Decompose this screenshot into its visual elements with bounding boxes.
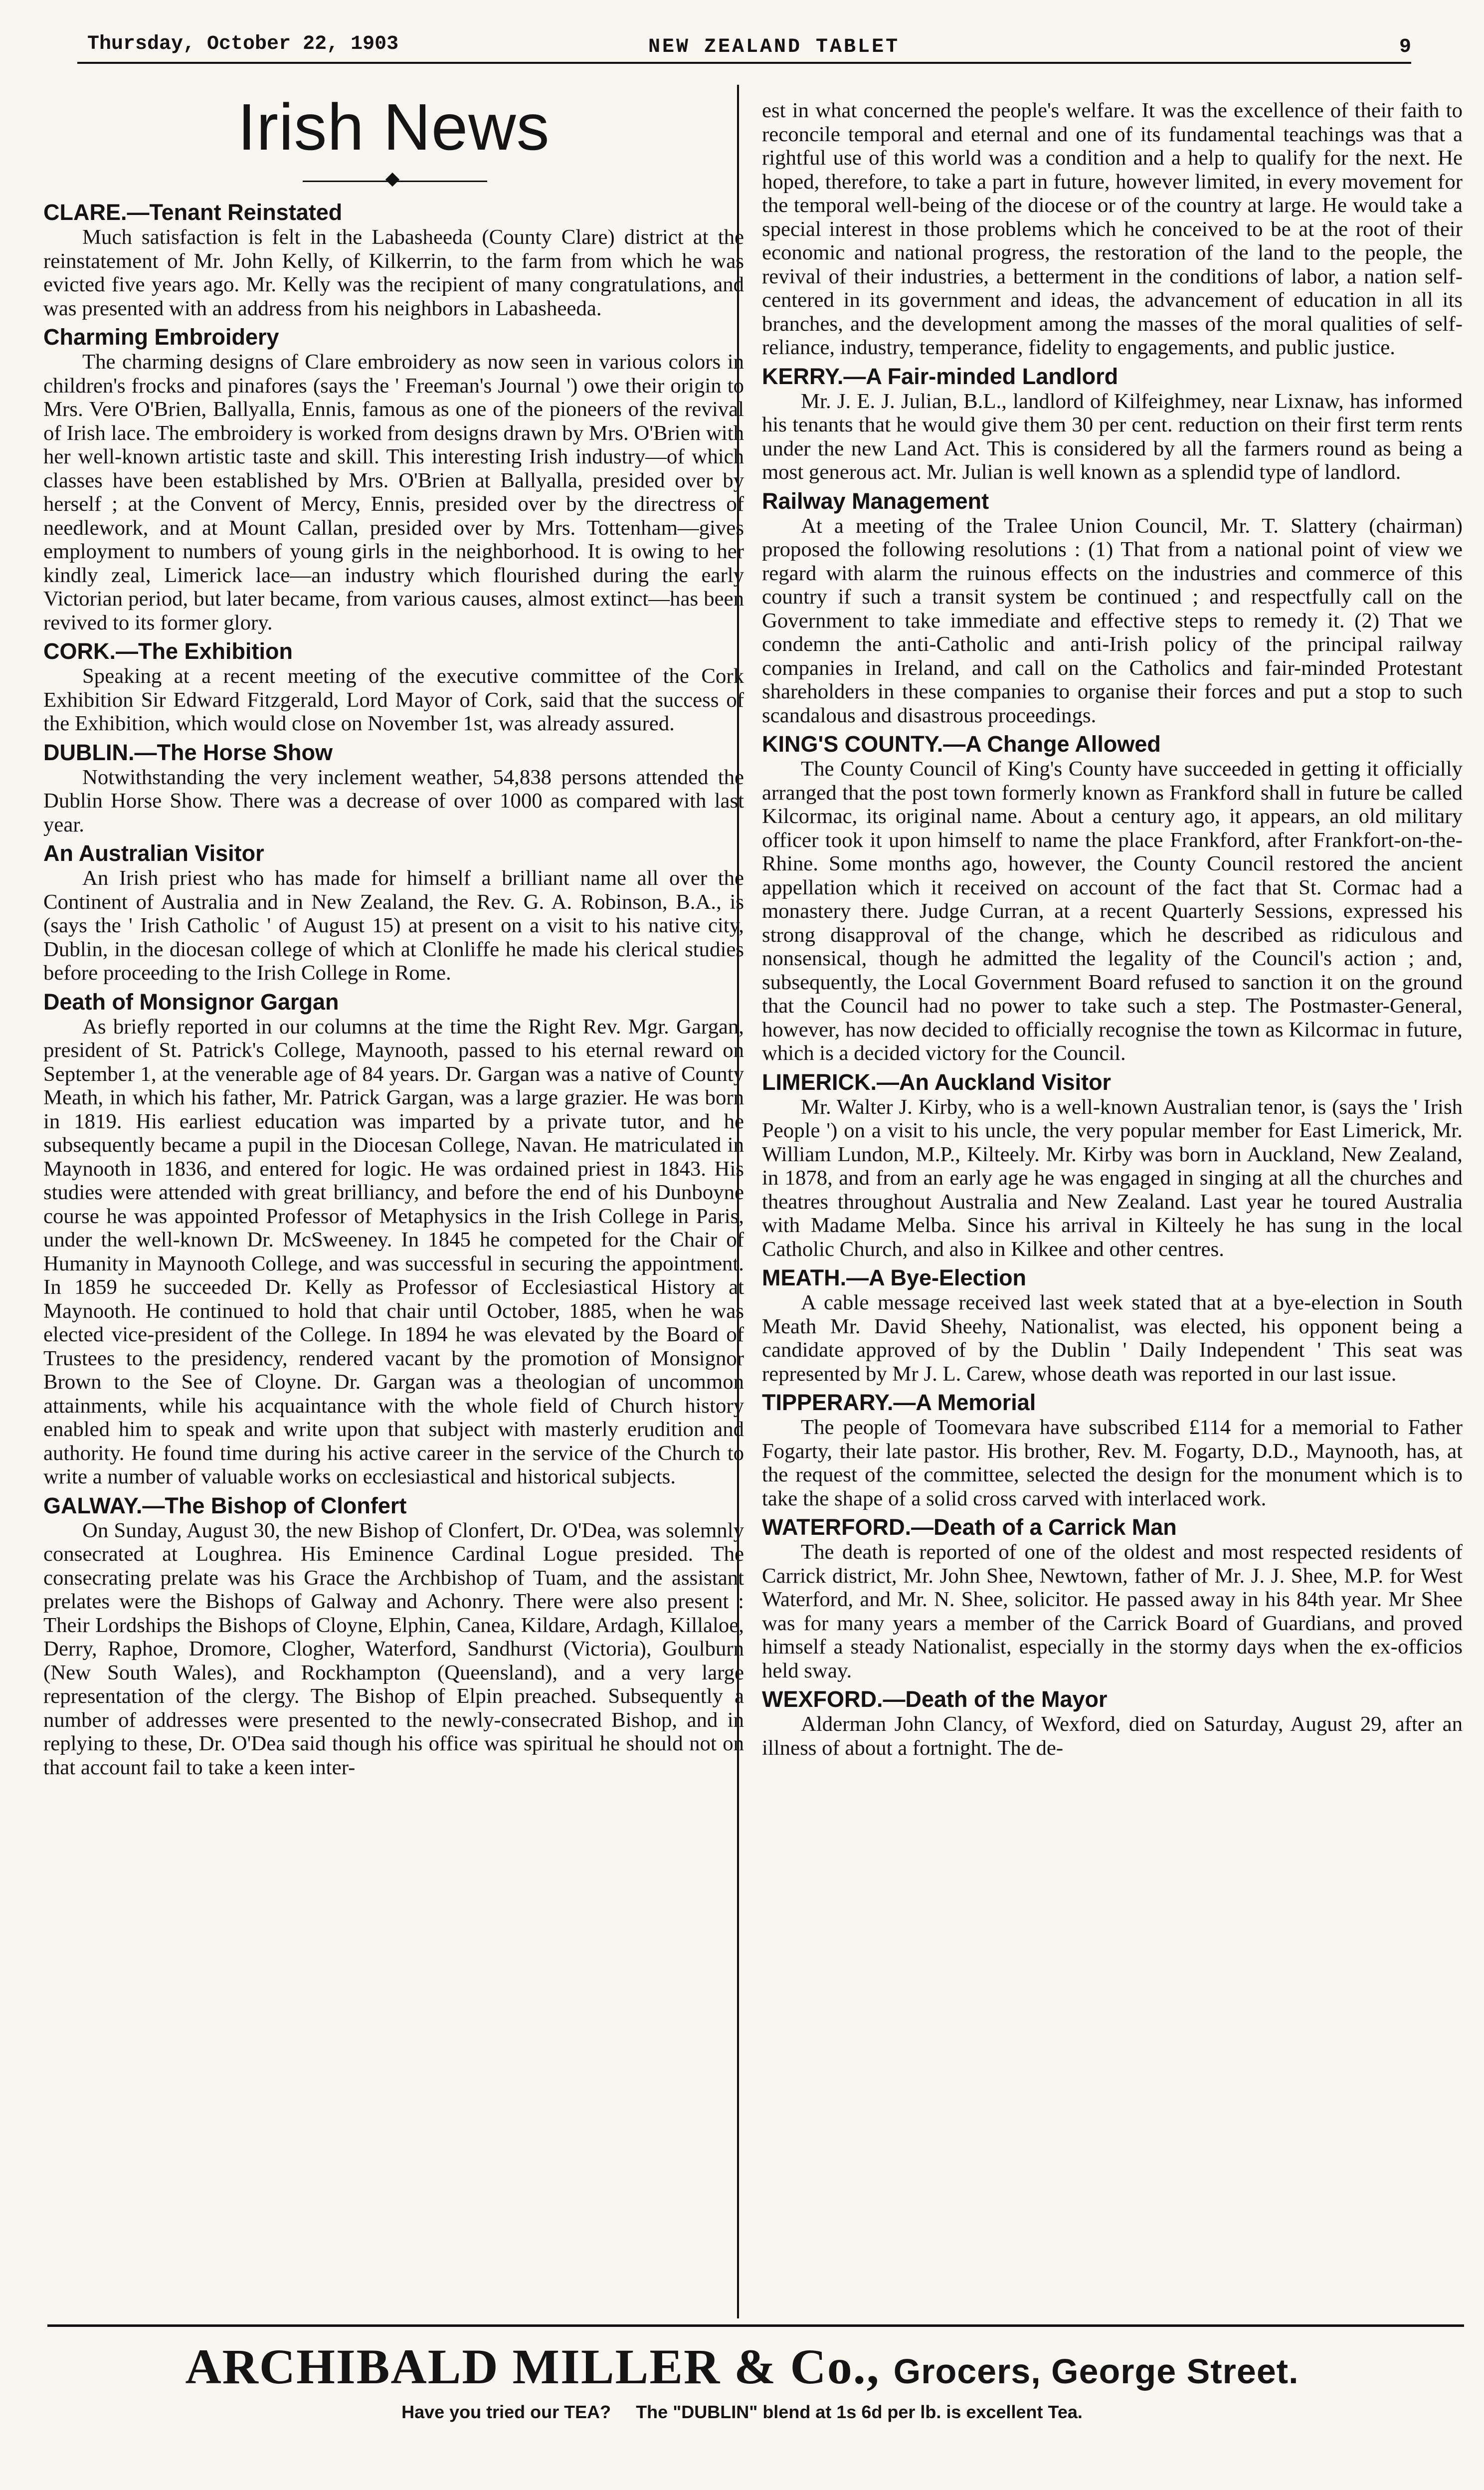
article-body: On Sunday, August 30, the new Bishop of Clonfert, Dr. O'Dea, was solemnly consecrated at Loughrea. His Eminence Cardinal Logue presided. The consecrating prelate was his Grace the Archbishop of Tuam, and the assistant prelates were the Bishops of Galway and Achonry. There were also present : Their Lordships the Bishops of Cloyne, Elphin, Canea, Kildare, Ardagh, Killaloe, Derry, Raphoe, Dromore, Clogher, Waterford, Sandhurst (Victoria), Goulburn (New South Wales), and Rockhampton (Queensland), and a very large representation of the clergy. The Bishop of Elpin preached. Subsequently a number of addresses were presented to the newly-consecrated Bishop, and in replying to these, Dr. O'Dea said though his office was spiritual he should not on that account fail to take a keen inter- (43, 1518, 744, 1779)
article-heading: KERRY.—A Fair-minded Landlord (762, 363, 1118, 389)
article-wexford (762, 1686, 1463, 1760)
article-body: Notwithstanding the very inclement weather, 54,838 persons attended the Dublin Horse Show. There was a decrease of over 1000 as compared with last year. (43, 765, 744, 836)
article-heading: LIMERICK.—An Auckland Visitor (762, 1069, 1112, 1095)
advertisement-tagline (0, 2402, 1484, 2423)
article-body: The people of Toomevara have subscribed £114 for a memorial to Father Fogarty, their late pastor. His brother, Rev. M. Fogarty, D.D., Maynooth, has, at the request of the committee, selected the design for the monument which is to take the shape of a solid cross carved with interlaced work. (762, 1416, 1463, 1510)
section-title: Irish News (237, 90, 550, 164)
article-heading: TIPPERARY.—A Memorial (762, 1390, 1036, 1415)
article-body: The charming designs of Clare embroidery as now seen in various colors in children's frocks and pinafores (says the ' Freeman's Journal ') owe their origin to Mrs. Vere O'Brien, Ballyalla, Ennis, famous as one of the pioneers of the revival of Irish lace. The embroidery is worked from designs drawn by Mrs. O'Brien with her well-known artistic taste and skill. This interesting Irish industry—of which classes have been established by Mrs. O'Brien at Ballyalla, presided over by herself ; at the Convent of Mercy, Ennis, presided over by the directress of needlework, and at Mount Callan, presided over by Mrs. Tottenham—gives employment to numbers of young girls in the neighborhood. It is owing to her kindly zeal, Limerick lace—an industry which flourished during the early Victorian period, but later became, from various causes, almost extinct—has been revived to its former glory. (43, 350, 744, 634)
article-heading: MEATH.—A Bye-Election (762, 1265, 1027, 1290)
footer-rule (47, 2324, 1464, 2327)
article-body: Speaking at a recent meeting of the executive committee of the Cork Exhibition Sir Edward Fitzgerald, Lord Mayor of Cork, said that the success of the Exhibition, which would close on November 1st, was already assured. (43, 664, 744, 735)
article-heading: GALWAY.—The Bishop of Clonfert (43, 1492, 407, 1518)
article-body: The County Council of King's County have succeeded in getting it officially arranged that the post town formerly known as Frankford shall in future be called Kilcormac, its original name. About a century ago, it appears, an old military officer took it upon himself to name the place Frankford, after Frankfort-on-the-Rhine. Some months ago, however, the County Council restored the ancient appellation which it received on account of the fact that St. Cormac had a monastery there. Judge Curran, at a recent Quarterly Sessions, expressed his strong disapproval of the change, which he described as ridiculous and nonsensical, though he admitted the legality of the Council's action ; and, subsequently, the Local Government Board refused to sanction it on the ground that the Council had no power to take such a step. The Postmaster-General, however, has now decided to officially recognise the town as Kilcormac in future, which is a decided victory for the Council. (762, 757, 1463, 1065)
article-heading: KING'S COUNTY.—A Change Allowed (762, 731, 1161, 757)
article-heading: CORK.—The Exhibition (43, 638, 293, 664)
article-body: At a meeting of the Tralee Union Council, Mr. T. Slattery (chairman) proposed the following resolutions : (1) That from a national point of view we regard with alarm the ruinous effects on the industries and commerce of this country if such a transit system be continued ; and respectfully call on the Government to take immediate and effective steps to remedy it. (2) That we condemn the anti-Catholic and anti-Irish policy of the principal railway companies in Ireland, and call on the Catholics and fair-minded Protestant shareholders in these companies to organise their forces and put a stop to such scandalous and disastrous proceedings. (762, 514, 1463, 727)
advertiser-name: ARCHIBALD MILLER & Co., (185, 2339, 880, 2394)
article-meath (762, 1265, 1463, 1386)
article-clare (43, 200, 744, 320)
article-heading: Railway Management (762, 488, 989, 514)
article-limerick (762, 1069, 1463, 1261)
left-column (43, 90, 744, 2314)
article-body: Alderman John Clancy, of Wexford, died on Saturday, August 29, after an illness of about a fortnight. The de- (762, 1712, 1463, 1760)
tagline-question: Have you tried our TEA? (401, 2402, 611, 2422)
header-rule (77, 62, 1411, 64)
article-body: est in what concerned the people's welfare. It was the excellence of their faith to reconcile temporal and eternal and one of its fundamental teachings was that a rightful use of this world was a condition and a help to qualify for the next. He hoped, therefore, to take a part in future, however limited, in every movement for the temporal well-being of the diocese or of the country at large. He would take a special interest in those problems which he conceived to be at the root of their economic and national progress, the restoration of the land to the people, the revival of their industries, a betterment in the conditions of labor, a nation self-centered in its government and ideas, the advancement of education in all its branches, and the development among the masses of the moral qualities of self-reliance, industry, temperance, fidelity to engagements, and public justice. (762, 99, 1463, 359)
article-heading: An Australian Visitor (43, 840, 264, 866)
article-australian-visitor (43, 840, 744, 985)
tagline-offer: The "DUBLIN" blend at 1s 6d per lb. is excellent Tea. (636, 2402, 1083, 2422)
article-dublin (43, 740, 744, 837)
article-embroidery (43, 324, 744, 634)
article-kings-county (762, 731, 1463, 1065)
article-body: Much satisfaction is felt in the Labasheeda (County Clare) district at the reinstatement of Mr. John Kelly, of Kilkerrin, to the farm from which he was evicted five years ago. Mr. Kelly was the recipient of many congratulations, and was presented with an address from his neighbors in Labasheeda. (43, 225, 744, 320)
issue-date: Thursday, October 22, 1903 (87, 33, 399, 55)
advertiser-trade: Grocers, George Street. (893, 2352, 1299, 2391)
article-heading: WATERFORD.—Death of a Carrick Man (762, 1514, 1177, 1540)
article-heading: DUBLIN.—The Horse Show (43, 739, 333, 765)
title-ornament (43, 170, 744, 195)
article-heading: Death of Monsignor Gargan (43, 989, 339, 1015)
article-tipperary (762, 1390, 1463, 1510)
article-heading: Charming Embroidery (43, 324, 279, 350)
page-number: 9 (1399, 36, 1411, 58)
article-body: A cable message received last week stated that at a bye-election in South Meath Mr. David Sheehy, Nationalist, was elected, his opponent being a candidate approved of by the Dublin ' Daily Independent ' This seat was represented by Mr J. L. Carew, whose death was reported in our last issue. (762, 1291, 1463, 1386)
article-cork (43, 638, 744, 736)
article-gargan (43, 989, 744, 1489)
article-kerry (762, 364, 1463, 484)
article-galway-continued (762, 99, 1463, 360)
article-heading: WEXFORD.—Death of the Mayor (762, 1686, 1108, 1712)
article-body: As briefly reported in our columns at the time the Right Rev. Mgr. Gargan, president of St. Patrick's College, Maynooth, passed to his eternal reward on September 1, at the venerable age of 84 years. Dr. Gargan was a native of County Meath, in which his father, Mr. Patrick Gargan, was a large grazier. He was born in 1819. His earliest education was imparted by a private tutor, and he subsequently became a pupil in the Diocesan College, Navan. He matriculated in Maynooth in 1836, and entered for logic. He was ordained priest in 1843. His studies were attended with great brilliancy, and before the end of his Dunboyne course he was appointed Professor of Metaphysics in the Irish College in Paris, under the well-known Dr. McSweeney. In 1845 he competed for the Chair of Humanity in Maynooth College, and was successful in securing the appointment. In 1859 he succeeded Dr. Kelly as Professor of Ecclesiastical History at Maynooth. He continued to hold that chair until October, 1885, when he was elected vice-president of the College. In 1894 he was elevated by the Board of Trustees to the presidency, rendered vacant by the promotion of Monsignor Brown to the See of Cloyne. Dr. Gargan was a theologian of uncommon attainments, while his acquaintance with the whole field of Church history enabled him to speak and write upon that subject with masterly erudition and authority. He found time during his active career in the service of the Church to write a number of valuable works on ecclesiastical and historical subjects. (43, 1015, 744, 1488)
article-galway (43, 1493, 744, 1780)
right-column (762, 99, 1463, 2323)
article-body: Mr. J. E. J. Julian, B.L., landlord of Kilfeighmey, near Lixnaw, has informed his tenants that he would give them 30 per cent. reduction on their first term rents under the new Land Act. This is considered by all the farmers round as being a most generous act. Mr. Julian is well known as a splendid type of landlord. (762, 389, 1463, 484)
article-railway (762, 488, 1463, 728)
article-body: An Irish priest who has made for himself a brilliant name all over the Continent of Australia and in New Zealand, the Rev. G. A. Robinson, B.A., is (says the ' Irish Catholic ' of August 15) at present on a visit to his native city, Dublin, in the diocesan college of which at Clonliffe he made his clerical studies before proceeding to the Irish College in Rome. (43, 866, 744, 985)
page-header (47, 14, 1411, 69)
article-heading: CLARE.—Tenant Reinstated (43, 200, 343, 225)
newspaper-name: NEW ZEALAND TABLET (648, 36, 900, 58)
advertisement (0, 2339, 1484, 2399)
article-body: The death is reported of one of the oldest and most respected residents of Carrick district, Mr. John Shee, Newtown, father of Mr. J. J. Shee, M.P. for West Waterford, and Mr. N. Shee, solicitor. He passed away in his 84th year. Mr Shee was for many years a member of the Carrick Board of Guardians, and proved himself a steady Nationalist, especially in the stormy days when the ex-officios held sway. (762, 1540, 1463, 1682)
article-waterford (762, 1514, 1463, 1682)
article-body: Mr. Walter J. Kirby, who is a well-known Australian tenor, is (says the ' Irish People ') on a visit to his uncle, the very popular member for East Limerick, Mr. William Lundon, M.P., Kilteely. Mr. Kirby was born in Auckland, New Zealand, in 1878, and from an early age he was engaged in singing at all the churches and theatres throughout Australia and New Zealand. Last year he toured Australia with Madame Melba. Since his arrival in Kilteely he has sung in the local Catholic Church, and also in Kilkee and other centres. (762, 1095, 1463, 1261)
diamond-icon (385, 173, 399, 187)
